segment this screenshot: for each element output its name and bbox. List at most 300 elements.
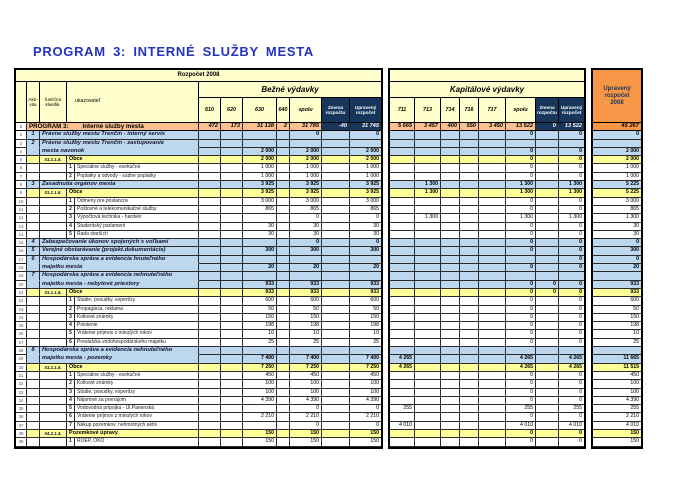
value-cell: 100	[243, 380, 277, 388]
value-cell	[199, 131, 221, 139]
value-cell	[415, 198, 441, 206]
value-cell	[441, 355, 460, 363]
bezne-zmena-cell	[322, 198, 350, 206]
col-code-610: 610	[199, 98, 221, 123]
value-cell	[441, 256, 460, 264]
value-cell	[199, 339, 221, 347]
value-cell	[221, 148, 243, 156]
classification-code	[40, 231, 67, 239]
value-cell: 600	[243, 297, 277, 305]
kap-zmena-cell	[536, 339, 559, 347]
value-cell	[277, 231, 290, 239]
kap-upraveny-cell: 0	[559, 330, 584, 338]
row-number: 1	[16, 123, 27, 131]
value-cell	[479, 181, 506, 189]
value-cell: 30	[243, 223, 277, 231]
table-row	[390, 239, 584, 247]
value-cell: 4 265	[506, 355, 536, 363]
value-cell	[390, 438, 415, 446]
value-cell: 7 400	[243, 355, 277, 363]
kap-upraveny-cell: 0	[559, 372, 584, 380]
kap-zmena-cell	[536, 264, 559, 272]
value-cell	[390, 397, 415, 405]
kap-zmena-cell	[536, 223, 559, 231]
classification-code	[40, 422, 67, 430]
value-cell	[479, 430, 506, 438]
bezne-zmena-cell	[322, 355, 350, 363]
total-cell: 450	[593, 372, 641, 380]
row-number: 7	[16, 173, 27, 181]
value-cell	[390, 164, 415, 172]
classification-code	[40, 405, 67, 413]
value-cell	[441, 173, 460, 181]
bezne-upraveny-cell: 600	[350, 297, 381, 305]
kapitalove-vydavky-header: Kapitálové výdavky	[390, 82, 584, 98]
kap-zmena-cell	[536, 256, 559, 264]
bezne-zmena-cell	[322, 206, 350, 214]
total-cell: 50	[593, 306, 641, 314]
kap-zmena-cell	[536, 198, 559, 206]
value-cell: 0	[506, 264, 536, 272]
value-cell	[479, 289, 506, 297]
value-cell	[415, 272, 441, 280]
value-cell: 150	[243, 430, 277, 438]
table-row	[390, 438, 584, 446]
value-cell	[221, 339, 243, 347]
value-cell	[243, 256, 277, 264]
classification-code	[40, 206, 67, 214]
value-cell	[441, 322, 460, 330]
activity-label: Hospodárska správa a evidencia nehnuteľného	[40, 272, 199, 280]
table-row	[390, 430, 584, 438]
table-row	[16, 297, 381, 305]
table-row	[593, 173, 641, 181]
kap-zmena-cell	[536, 389, 559, 397]
value-cell	[415, 131, 441, 139]
table-row	[390, 372, 584, 380]
table-row	[390, 198, 584, 206]
value-cell	[199, 173, 221, 181]
bezne-zmena-header: Zmena rozpočtu	[322, 98, 350, 123]
total-cell: 150	[593, 314, 641, 322]
value-cell	[277, 322, 290, 330]
value-cell	[199, 413, 221, 421]
value-cell	[243, 405, 277, 413]
value-cell	[415, 314, 441, 322]
kap-upraveny-cell: 0	[559, 438, 584, 446]
value-cell: 50	[290, 306, 322, 314]
row-number: 14	[16, 231, 27, 239]
value-cell	[479, 140, 506, 148]
value-cell	[221, 405, 243, 413]
value-cell	[221, 297, 243, 305]
value-cell	[441, 206, 460, 214]
value-cell	[460, 355, 479, 363]
value-cell	[221, 364, 243, 372]
bezne-upraveny-cell: 450	[350, 372, 381, 380]
table-row	[593, 131, 641, 139]
value-cell	[390, 140, 415, 148]
activity-number	[27, 364, 40, 372]
value-cell: 1 300	[415, 189, 441, 197]
value-cell	[221, 164, 243, 172]
value-cell	[199, 330, 221, 338]
total-cell: 11 515	[593, 364, 641, 372]
kap-upraveny-cell: 4 265	[559, 355, 584, 363]
kap-upraveny-cell	[559, 272, 584, 280]
value-cell: 150	[243, 438, 277, 446]
activity-number: 6	[27, 256, 40, 264]
kap-zmena-cell	[536, 239, 559, 247]
bezne-upraveny-header: Upravený rozpočet	[350, 98, 381, 123]
kap-zmena-cell	[536, 173, 559, 181]
table-row	[16, 148, 381, 156]
activity-number	[27, 214, 40, 222]
table-row	[390, 314, 584, 322]
classification-code	[40, 339, 67, 347]
value-cell: 25	[243, 339, 277, 347]
kap-upraveny-cell: 0	[559, 380, 584, 388]
value-cell	[221, 372, 243, 380]
value-cell	[479, 156, 506, 164]
value-cell: 198	[243, 322, 277, 330]
table-row	[390, 272, 584, 280]
table-row	[16, 247, 381, 255]
activity-number	[27, 231, 40, 239]
value-cell	[390, 148, 415, 156]
value-cell	[221, 322, 243, 330]
value-cell	[221, 206, 243, 214]
value-cell	[415, 413, 441, 421]
table-row	[16, 380, 381, 388]
bezne-zmena-cell	[322, 372, 350, 380]
classification-code	[40, 314, 67, 322]
value-cell	[460, 372, 479, 380]
value-cell: 150	[290, 314, 322, 322]
table-row	[16, 123, 381, 131]
detail-label: 5 Vodovodná prípojka - Ul.Panenská	[67, 405, 199, 413]
value-cell	[415, 297, 441, 305]
total-block	[591, 68, 643, 449]
activity-number	[27, 389, 40, 397]
value-cell: 450	[243, 372, 277, 380]
value-cell: 0	[290, 405, 322, 413]
value-cell	[390, 347, 415, 355]
value-cell: 0	[506, 223, 536, 231]
bezne-upraveny-cell: 50	[350, 306, 381, 314]
bezne-zmena-cell	[322, 405, 350, 413]
value-cell: 2	[277, 123, 290, 131]
classification-code	[40, 322, 67, 330]
value-cell: 0	[506, 430, 536, 438]
value-cell: 0	[506, 380, 536, 388]
detail-label: 3 Kolkové známky	[67, 314, 199, 322]
value-cell: 2 210	[290, 413, 322, 421]
value-cell	[441, 289, 460, 297]
value-cell	[506, 140, 536, 148]
bezne-upraveny-cell: 150	[350, 438, 381, 446]
value-cell	[441, 405, 460, 413]
value-cell: 0	[506, 306, 536, 314]
value-cell: 865	[290, 206, 322, 214]
value-cell: 0	[506, 397, 536, 405]
kap-upraveny-cell: 0	[559, 131, 584, 139]
value-cell	[243, 272, 277, 280]
bezne-upraveny-cell: 2 210	[350, 413, 381, 421]
value-cell	[199, 264, 221, 272]
table-row	[593, 123, 641, 131]
bezne-upraveny-cell	[350, 140, 381, 148]
table-row	[16, 339, 381, 347]
table-row	[16, 223, 381, 231]
bezne-zmena-cell	[322, 247, 350, 255]
table-row	[390, 223, 584, 231]
value-cell: 13 522	[506, 123, 536, 131]
bezne-upraveny-cell: 25	[350, 339, 381, 347]
classification-code	[40, 214, 67, 222]
value-cell	[460, 389, 479, 397]
program-label: PROGRAM 3: Interné služby mesta	[27, 123, 199, 131]
value-cell	[460, 347, 479, 355]
value-cell: 0	[506, 239, 536, 247]
total-cell: 5 225	[593, 181, 641, 189]
value-cell	[199, 430, 221, 438]
value-cell	[277, 164, 290, 172]
total-cell: 100	[593, 389, 641, 397]
table-row	[390, 297, 584, 305]
kap-zmena-cell	[536, 322, 559, 330]
value-cell	[221, 306, 243, 314]
detail-label: 2 Kolkové známky	[67, 380, 199, 388]
value-cell	[479, 397, 506, 405]
value-cell	[390, 306, 415, 314]
value-cell	[199, 314, 221, 322]
kap-upraveny-cell: 4 010	[559, 422, 584, 430]
table-row	[593, 339, 641, 347]
table-row	[390, 247, 584, 255]
bezne-upraveny-cell: 20	[350, 264, 381, 272]
row-number: 17	[16, 256, 27, 264]
classification-code	[40, 372, 67, 380]
activity-label: majetku mesta	[40, 264, 199, 272]
value-cell	[390, 281, 415, 289]
value-cell	[390, 339, 415, 347]
total-cell: 100	[593, 380, 641, 388]
indicator-col-header: ukazovateľ	[67, 82, 199, 123]
value-cell	[441, 306, 460, 314]
value-cell	[277, 189, 290, 197]
bezne-zmena-cell	[322, 140, 350, 148]
value-cell	[390, 380, 415, 388]
table-row	[16, 198, 381, 206]
detail-label: 3 Výpočtová technika - hardvér	[67, 214, 199, 222]
table-row	[390, 214, 584, 222]
table-row	[16, 322, 381, 330]
value-cell	[277, 256, 290, 264]
value-cell	[243, 347, 277, 355]
kap-upraveny-cell: 0	[559, 198, 584, 206]
value-cell	[277, 198, 290, 206]
activity-number	[27, 438, 40, 446]
value-cell	[460, 364, 479, 372]
bezne-upraveny-cell	[350, 347, 381, 355]
total-cell: 1 000	[593, 173, 641, 181]
value-cell: 10	[243, 330, 277, 338]
value-cell	[441, 148, 460, 156]
value-cell	[479, 389, 506, 397]
activity-number	[27, 148, 40, 156]
kap-zmena-cell	[536, 397, 559, 405]
bezne-zmena-cell	[322, 264, 350, 272]
bezne-zmena-cell	[322, 156, 350, 164]
col-code-716: 716	[460, 98, 479, 123]
bezne-upraveny-cell: 0	[350, 405, 381, 413]
total-cell: 1 000	[593, 164, 641, 172]
value-cell: 933	[290, 281, 322, 289]
value-cell	[460, 264, 479, 272]
bezne-zmena-cell	[322, 181, 350, 189]
table-row	[16, 239, 381, 247]
value-cell	[479, 231, 506, 239]
value-cell: 2 000	[243, 156, 277, 164]
table-row	[16, 438, 381, 446]
bezne-upraveny-cell: 0	[350, 214, 381, 222]
classification-code: 01.1.1.6.	[40, 364, 67, 372]
value-cell: 100	[243, 389, 277, 397]
table-row	[593, 231, 641, 239]
activity-number	[27, 372, 40, 380]
kap-zmena-cell	[536, 347, 559, 355]
total-cell	[593, 272, 641, 280]
value-cell: 472	[199, 123, 221, 131]
value-cell	[506, 347, 536, 355]
value-cell	[390, 223, 415, 231]
table-row	[16, 140, 381, 148]
value-cell	[243, 131, 277, 139]
value-cell	[199, 372, 221, 380]
row-number: 35	[16, 405, 27, 413]
bezne-upraveny-cell: 7 400	[350, 355, 381, 363]
row-number: 18	[16, 264, 27, 272]
kap-upraveny-cell	[559, 347, 584, 355]
value-cell: 30	[290, 223, 322, 231]
table-row	[16, 389, 381, 397]
row-number: 37	[16, 422, 27, 430]
table-row	[593, 189, 641, 197]
value-cell: 4 265	[390, 364, 415, 372]
value-cell	[221, 189, 243, 197]
value-cell	[390, 206, 415, 214]
value-cell	[415, 372, 441, 380]
bezne-zmena-cell	[322, 231, 350, 239]
col-code-714: 714	[441, 98, 460, 123]
col-code-spolu: spolu	[290, 98, 322, 123]
kap-upraveny-cell: 13 522	[559, 123, 584, 131]
row-number: 33	[16, 389, 27, 397]
kap-zmena-cell: 0	[536, 281, 559, 289]
activity-number	[27, 330, 40, 338]
table-row	[593, 330, 641, 338]
value-cell	[415, 422, 441, 430]
value-cell	[277, 148, 290, 156]
col-code-630: 630	[243, 98, 277, 123]
kap-upraveny-cell: 255	[559, 405, 584, 413]
row-number: 4	[16, 148, 27, 156]
activity-col-header: Akti- vita	[27, 82, 40, 123]
activity-number	[27, 156, 40, 164]
total-cell: 4 390	[593, 397, 641, 405]
row-number: 25	[16, 322, 27, 330]
total-cell	[593, 140, 641, 148]
value-cell	[199, 389, 221, 397]
value-cell: 1 300	[415, 181, 441, 189]
table-row	[593, 297, 641, 305]
kap-zmena-cell: 0	[536, 123, 559, 131]
value-cell	[415, 430, 441, 438]
page-title: PROGRAM 3: INTERNÉ SLUŽBY MESTA	[33, 44, 314, 59]
activity-label: majetku mesta - pozemky	[40, 355, 199, 363]
bezne-upraveny-cell: 31 745	[350, 123, 381, 131]
total-cell: 150	[593, 438, 641, 446]
value-cell	[441, 164, 460, 172]
value-cell	[199, 223, 221, 231]
table-row	[390, 164, 584, 172]
value-cell	[479, 413, 506, 421]
value-cell	[390, 131, 415, 139]
bezne-zmena-cell	[322, 297, 350, 305]
activity-number	[27, 322, 40, 330]
classification-code	[40, 330, 67, 338]
value-cell	[479, 281, 506, 289]
value-cell	[479, 223, 506, 231]
capital-expenditures-block	[388, 68, 586, 449]
value-cell: 30	[290, 231, 322, 239]
activity-label: Hospodárska správa a evidencia nehnuteľného	[40, 347, 199, 355]
value-cell	[415, 322, 441, 330]
value-cell: 3 450	[479, 123, 506, 131]
bezne-upraveny-cell: 300	[350, 247, 381, 255]
bezne-zmena-cell	[322, 131, 350, 139]
table-row	[593, 389, 641, 397]
kap-zmena-cell	[536, 148, 559, 156]
value-cell	[199, 214, 221, 222]
value-cell	[460, 339, 479, 347]
value-cell	[441, 438, 460, 446]
activity-number	[27, 164, 40, 172]
value-cell: 4 390	[290, 397, 322, 405]
value-cell	[221, 380, 243, 388]
col-code-711: 711	[390, 98, 415, 123]
detail-label: 3 Štúdie, posudky, expertízy	[67, 389, 199, 397]
value-cell	[221, 330, 243, 338]
bezne-upraveny-cell: 3 925	[350, 189, 381, 197]
row-number: 5	[16, 156, 27, 164]
value-cell	[277, 289, 290, 297]
bezne-zmena-cell: -40	[322, 123, 350, 131]
kap-upraveny-cell: 0	[559, 256, 584, 264]
value-cell	[479, 247, 506, 255]
value-cell: 4 010	[506, 422, 536, 430]
classification-code: 01.1.1.6.	[40, 189, 67, 197]
table-row	[390, 339, 584, 347]
activity-number	[27, 297, 40, 305]
value-cell	[221, 413, 243, 421]
kap-zmena-cell	[536, 413, 559, 421]
kap-upraveny-cell: 0	[559, 297, 584, 305]
value-cell: 4 390	[243, 397, 277, 405]
row-number: 2	[16, 131, 27, 139]
activity-number	[27, 413, 40, 421]
